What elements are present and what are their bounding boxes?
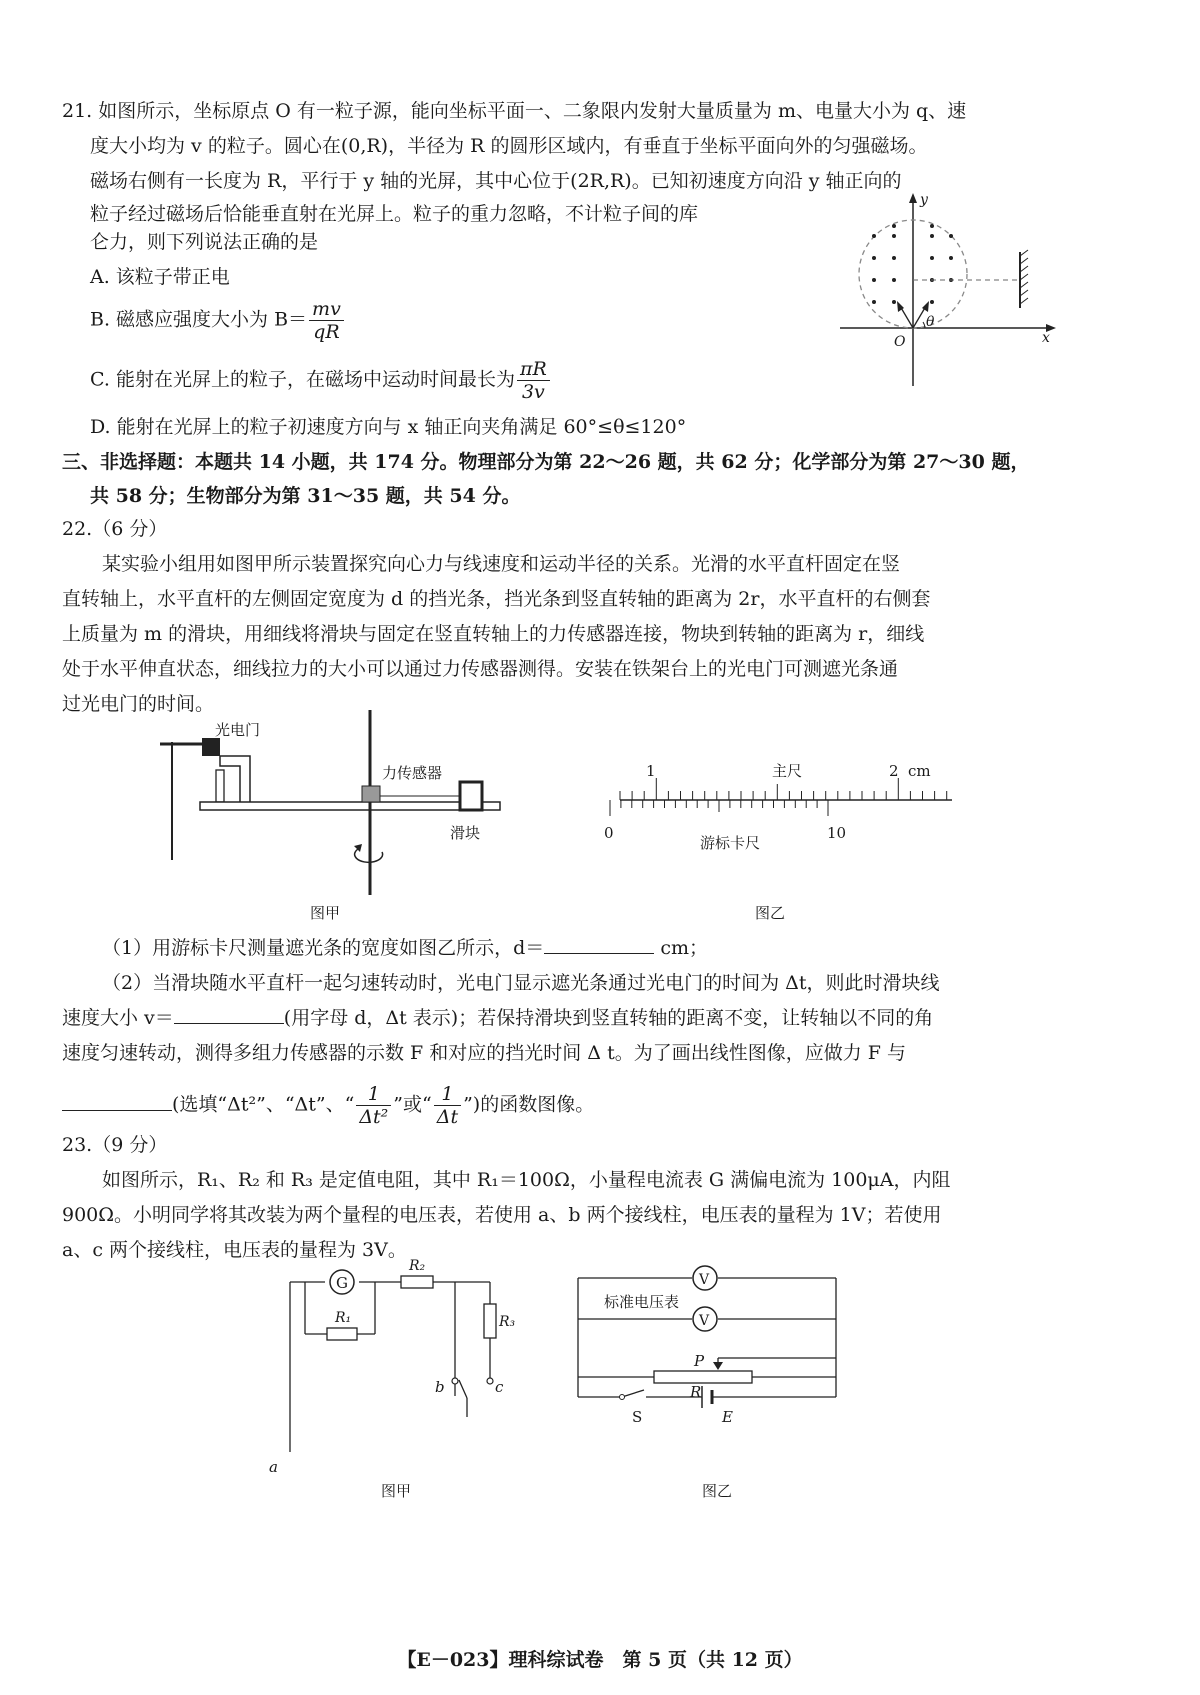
standard-voltmeter-label: 标准电压表	[604, 1293, 680, 1311]
fraction-denominator: Δt	[436, 1106, 459, 1128]
q22-para-1: 某实验小组用如图甲所示装置探究向心力与线速度和运动半径的关系。光滑的水平直杆固定在竖	[102, 553, 901, 575]
force-sensor	[362, 786, 380, 802]
y-axis-label: y	[920, 192, 928, 208]
q22-sub-2-line-2	[62, 1003, 933, 1033]
circuit-a-caption: 图甲	[381, 1482, 412, 1500]
fraction-1-over-dt	[434, 1083, 461, 1128]
q23-para-2: 900Ω。小明同学将其改装为两个量程的电压表，若使用 a、b 两个接线柱，电压表的量程为 1V；若使用	[62, 1204, 942, 1226]
q22-sub-2-line-4-mid: ”或“	[393, 1093, 432, 1116]
photogate-label: 光电门	[215, 721, 261, 739]
q22-sub-2-line-3: 速度匀速转动，测得多组力传感器的示数 F 和对应的挡光时间 Δ t。为了画出线性图像，应做力 F 与	[62, 1042, 906, 1064]
circuit-b-caption: 图乙	[702, 1482, 733, 1500]
rheostat	[654, 1371, 752, 1383]
q22-sub-1-text: （1）用游标卡尺测量遮光条的宽度如图乙所示，d＝	[102, 937, 545, 959]
q21-option-b	[90, 298, 346, 343]
q22-sub-2-line-4-text: (选填“Δt²”、“Δt”、“	[172, 1093, 355, 1116]
q22-para-5: 过光电门的时间。	[62, 693, 215, 715]
page-footer: 【E－023】理科综试卷 第 5 页（共 12 页）	[397, 1649, 803, 1671]
q22-sub-2-line-4-tail: ”)的函数图像。	[463, 1093, 595, 1116]
section3-line-2: 共 58 分；生物部分为第 31～35 题，共 54 分。	[90, 485, 521, 507]
main-scale-ticks	[620, 778, 947, 800]
horizontal-rod	[200, 802, 500, 810]
figure-b-caption: 图乙	[755, 904, 786, 922]
figure-a-caption: 图甲	[310, 904, 341, 922]
q23-para-1: 如图所示，R₁、R₂ 和 R₃ 是定值电阻，其中 R₁＝100Ω，小量程电流表 G 满偏电流为 100μA，内阻	[102, 1169, 951, 1191]
switch-label: S	[632, 1408, 643, 1426]
photogate-sensor	[202, 738, 220, 756]
slider-label: 滑块	[450, 824, 481, 842]
circuit-a-wires	[290, 1282, 490, 1452]
main-scale-tick-label-2: 2	[889, 762, 899, 780]
force-sensor-label: 力传感器	[382, 764, 443, 782]
vernier-tick-label-10: 10	[827, 824, 847, 842]
q21-line-2: 度大小均为 v 的粒子。圆心在(0,R)，半径为 R 的圆形区域内，有垂直于坐标平面向外的匀强磁场。	[90, 135, 928, 157]
fraction-denominator: Δt²	[359, 1106, 389, 1128]
voltmeter-label: V	[699, 1272, 710, 1288]
q22-para-2: 直转轴上，水平直杆的左侧固定宽度为 d 的挡光条，挡光条到竖直转轴的距离为 2r，水平直杆的右侧套	[62, 588, 931, 610]
resistor-r3	[484, 1304, 496, 1338]
main-scale-tick-label-1: 1	[646, 762, 656, 780]
q21-option-b-fraction	[309, 298, 344, 343]
q21-option-d: D. 能射在光屏上的粒子初速度方向与 x 轴正向夹角满足 60°≤θ≤120°	[90, 416, 687, 438]
switch-pivot	[620, 1395, 625, 1400]
q21-line-1: 21. 如图所示，坐标原点 O 有一粒子源，能向坐标平面一、二象限内发射大量质量为 m、电量大小为 q、速	[62, 100, 967, 122]
screen-hatching	[1020, 250, 1028, 304]
fraction-1-over-dt2	[356, 1083, 391, 1128]
q23-para-3: a、c 两个接线柱，电压表的量程为 3V。	[62, 1239, 407, 1261]
q23-heading: 23.（9 分）	[62, 1134, 168, 1156]
q22-para-3: 上质量为 m 的滑块，用细线将滑块与固定在竖直转轴上的力传感器连接，物块到转轴的距离为 r，细线	[62, 623, 925, 645]
slider-p-label: P	[694, 1352, 705, 1370]
answer-blank-d[interactable]	[544, 933, 654, 954]
origin-label: O	[894, 334, 906, 350]
fraction-numerator: πR	[517, 358, 550, 381]
q21-option-a: A. 该粒子带正电	[90, 266, 230, 288]
resistor-r1	[327, 1328, 357, 1340]
r3-label: R₃	[499, 1314, 516, 1330]
galvanometer-label: G	[336, 1274, 348, 1292]
light-blocking-strip	[216, 770, 224, 802]
q22-sub-2-line-1: （2）当滑块随水平直杆一起匀速转动时，光电门显示遮光条通过光电门的时间为 Δt，则此时滑块线	[102, 972, 940, 994]
q23-circuit-a	[255, 1258, 530, 1502]
fraction-numerator: 1	[356, 1083, 391, 1106]
fraction-numerator: 1	[434, 1083, 461, 1106]
q22-heading: 22.（6 分）	[62, 518, 168, 540]
q22-sub-1-unit: cm；	[660, 937, 708, 959]
q21-option-c-fraction	[517, 358, 550, 403]
section3-line-1: 三、非选择题：本题共 14 小题，共 174 分。物理部分为第 22～26 题，共 62 分；化学部分为第 27～30 题，	[62, 451, 1030, 473]
q21-line-5: 仑力，则下列说法正确的是	[90, 231, 319, 253]
terminal-c-label: c	[495, 1378, 504, 1396]
unit-label: cm	[908, 762, 931, 780]
q21-line-3: 磁场右侧有一长度为 R，平行于 y 轴的光屏，其中心位于(2R,R)。已知初速度方向沿 y 轴正向的	[90, 170, 902, 192]
q22-sub-2-line-4	[62, 1083, 594, 1128]
q22-vernier-caliper-figure	[604, 750, 970, 930]
voltmeter-label: V	[699, 1313, 710, 1329]
terminal-b[interactable]	[452, 1378, 458, 1384]
answer-blank-graph[interactable]	[62, 1090, 172, 1111]
terminal-c[interactable]	[487, 1378, 493, 1384]
terminal-b-label: b	[435, 1378, 445, 1396]
q22-sub-2-line-2-tail: (用字母 d，Δt 表示)；若保持滑块到竖直转轴的距离不变，让转轴以不同的角	[283, 1007, 934, 1029]
answer-blank-v[interactable]	[174, 1003, 284, 1024]
q21-line-4: 粒子经过磁场后恰能垂直射在光屏上。粒子的重力忽略，不计粒子间的库	[90, 203, 699, 225]
q22-sub-2-line-2-text: 速度大小 v＝	[62, 1007, 174, 1029]
q21-option-c-text: C. 能射在光屏上的粒子，在磁场中运动时间最长为	[90, 368, 515, 391]
q22-apparatus-figure	[150, 700, 530, 930]
q21-option-c	[90, 358, 552, 403]
q22-sub-1	[102, 933, 708, 963]
fraction-denominator: qR	[313, 321, 340, 343]
fraction-denominator: 3v	[521, 381, 545, 403]
fraction-numerator: mv	[309, 298, 344, 321]
slider-p-icon[interactable]	[713, 1362, 723, 1370]
battery-label: E	[722, 1408, 733, 1426]
y-axis-arrow-icon	[909, 193, 917, 203]
main-scale-label: 主尺	[772, 762, 803, 780]
q21-magnetic-field-figure	[830, 190, 1070, 390]
resistor-r2	[401, 1276, 433, 1288]
vernier-label: 游标卡尺	[700, 834, 761, 852]
rheostat-label: R	[690, 1383, 702, 1401]
r2-label: R₂	[409, 1258, 426, 1274]
theta-label: θ	[926, 314, 935, 330]
r1-label: R₁	[335, 1310, 352, 1326]
q23-circuit-b	[572, 1262, 847, 1502]
terminal-a-label: a	[269, 1458, 278, 1476]
q22-para-4: 处于水平伸直状态，细线拉力的大小可以通过力传感器测得。安装在铁架台上的光电门可测遮光条通	[62, 658, 899, 680]
slider-block	[460, 782, 482, 810]
q21-option-b-text: B. 磁感应强度大小为 B＝	[90, 308, 308, 331]
vernier-scale-ticks	[610, 800, 828, 816]
x-axis-label: x	[1042, 330, 1050, 346]
vernier-tick-label-0: 0	[604, 824, 614, 842]
